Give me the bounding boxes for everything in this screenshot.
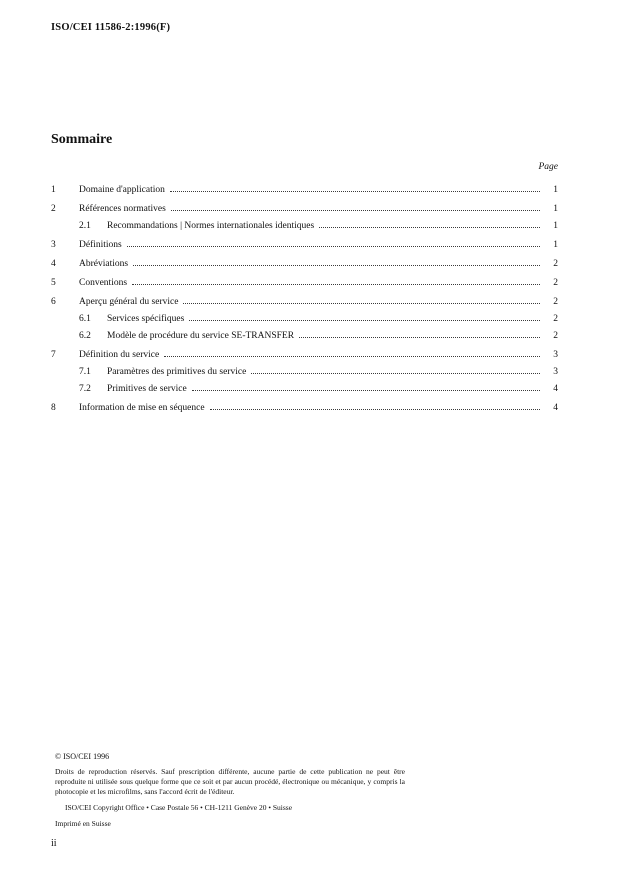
- toc-dot-leader: [171, 210, 540, 211]
- toc-entry-title: Modèle de procédure du service SE-TRANSFER: [107, 331, 295, 341]
- toc-dot-leader: [251, 373, 540, 374]
- toc-entry-title: Recommandations | Normes internationales identiques: [107, 221, 315, 231]
- toc-entry-number: 7.2: [79, 384, 91, 394]
- toc-dot-leader: [189, 320, 540, 321]
- toc-entry-page: 3: [553, 350, 558, 360]
- toc-dot-leader: [299, 337, 540, 338]
- toc-entry-number: 5: [51, 278, 56, 288]
- toc-dot-leader: [133, 265, 540, 266]
- toc-entry-number: 6.2: [79, 331, 91, 341]
- toc-dot-leader: [170, 191, 540, 192]
- toc-dot-leader: [210, 409, 540, 410]
- document-id-header: ISO/CEI 11586-2:1996(F): [51, 22, 171, 33]
- toc-entry-title: Références normatives: [79, 204, 166, 214]
- toc-dot-leader: [319, 227, 540, 228]
- toc-entry: [51, 218, 558, 235]
- toc-entry: [51, 364, 558, 381]
- toc-entry-number: 7: [51, 350, 56, 360]
- toc-entry-title: Définition du service: [79, 350, 160, 360]
- toc-entry-title: Aperçu général du service: [79, 297, 179, 307]
- toc-entry-title: Domaine d'application: [79, 185, 165, 195]
- toc-entry-number: 6.1: [79, 314, 91, 324]
- toc-entry-number: 4: [51, 259, 56, 269]
- printed-in-line: Imprimé en Suisse: [55, 819, 111, 828]
- toc-entry-page: 3: [553, 367, 558, 377]
- toc-entry-title: Services spécifiques: [107, 314, 185, 324]
- toc-dot-leader: [164, 356, 540, 357]
- toc-dot-leader: [132, 284, 540, 285]
- toc-entry: [51, 201, 558, 218]
- toc-entry-number: 2: [51, 204, 56, 214]
- toc-entry: [51, 182, 558, 199]
- reproduction-notice: Droits de reproduction réservés. Sauf prescription différente, aucune partie de cette publication ne peut être reproduite ni utilisée sous quelque forme que ce soit et par aucun procédé, électronique ou mécanique, y compris la photocopie et les microfilms, sans l'accord écrit de l'éditeur.: [55, 767, 405, 796]
- toc-dot-leader: [192, 390, 540, 391]
- toc-entry: [51, 294, 558, 311]
- toc-entry-number: 3: [51, 240, 56, 250]
- toc-entry-title: Paramètres des primitives du service: [107, 367, 247, 377]
- toc-entry-page: 4: [553, 384, 558, 394]
- toc-entry-number: 7.1: [79, 367, 91, 377]
- toc-entry-page: 1: [553, 204, 558, 214]
- toc-entry: [51, 347, 558, 364]
- toc-entry-title: Primitives de service: [107, 384, 187, 394]
- toc-entry-number: 1: [51, 185, 56, 195]
- toc-entry-title: Information de mise en séquence: [79, 403, 205, 413]
- toc-entry-page: 1: [553, 185, 558, 195]
- toc-entry-page: 2: [553, 278, 558, 288]
- toc-dot-leader: [183, 303, 540, 304]
- table-of-contents: [51, 132, 558, 417]
- toc-dot-leader: [127, 246, 540, 247]
- copyright-footer: [55, 752, 405, 829]
- toc-list: [51, 182, 558, 417]
- toc-entry-page: 2: [553, 331, 558, 341]
- toc-entry-title: Conventions: [79, 278, 128, 288]
- toc-entry: [51, 311, 558, 328]
- page-column-label: Page: [538, 162, 558, 172]
- toc-entry-page: 2: [553, 314, 558, 324]
- toc-entry-number: 2.1: [79, 221, 91, 231]
- toc-entry: [51, 256, 558, 273]
- toc-entry-page: 1: [553, 221, 558, 231]
- copyright-office-address: ISO/CEI Copyright Office • Case Postale 56 • CH-1211 Genève 20 • Suisse: [65, 803, 293, 812]
- page-number: ii: [51, 838, 57, 849]
- toc-title: Sommaire: [51, 132, 113, 147]
- toc-entry-title: Abréviations: [79, 259, 129, 269]
- toc-entry-page: 4: [553, 403, 558, 413]
- toc-entry-title: Définitions: [79, 240, 122, 250]
- toc-entry-number: 6: [51, 297, 56, 307]
- toc-entry: [51, 400, 558, 417]
- toc-entry-page: 2: [553, 297, 558, 307]
- toc-entry: [51, 381, 558, 398]
- toc-entry-page: 2: [553, 259, 558, 269]
- toc-entry-number: 8: [51, 403, 56, 413]
- toc-entry-page: 1: [553, 240, 558, 250]
- toc-entry: [51, 328, 558, 345]
- toc-entry: [51, 237, 558, 254]
- toc-entry: [51, 275, 558, 292]
- copyright-line: © ISO/CEI 1996: [55, 752, 110, 761]
